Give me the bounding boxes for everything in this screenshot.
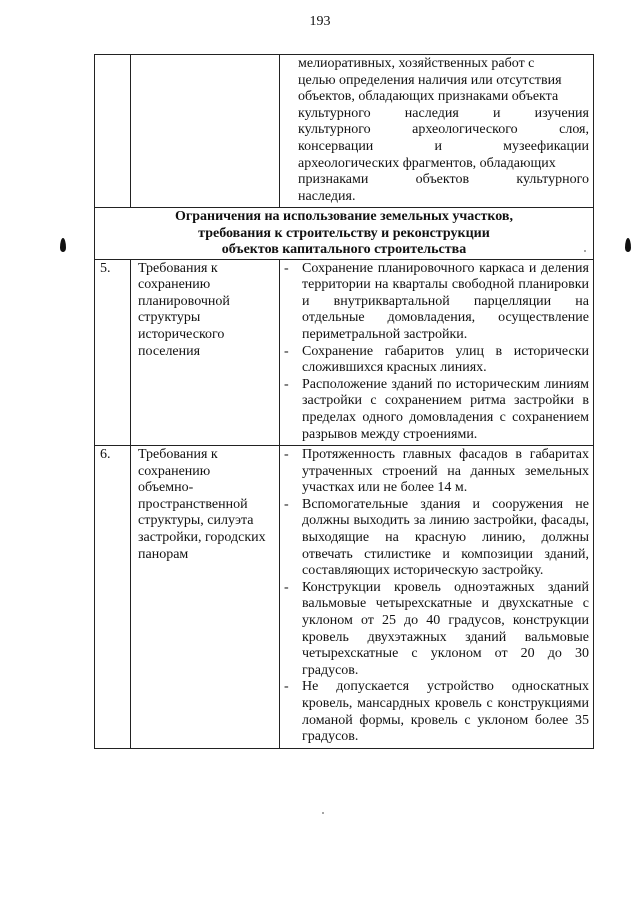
requirement-list: [284, 447, 589, 746]
table-row: [95, 446, 594, 749]
regulations-table: [94, 54, 594, 749]
table-row: [95, 259, 594, 446]
requirement-list: [284, 261, 589, 444]
text-line: панорам: [138, 546, 189, 562]
list-item-text: Вспомогательные здания и сооружения не должны выходить за линию застройки, фасады, выходящие на красную линию, должны отвечать стилистике и композиции зданий, составляющих историческую застройку.: [302, 496, 589, 579]
text-line: Требования к: [138, 447, 218, 463]
heading-line: объектов капитального строительства: [221, 242, 467, 258]
text-line: наследия.: [298, 188, 356, 204]
text-line: поселения: [138, 343, 201, 359]
number-cell-empty: [95, 55, 131, 208]
requirement-cell-empty: [131, 55, 280, 208]
text-line: объемно-: [138, 480, 194, 496]
text-line: культурного наследия и изучения: [298, 105, 589, 121]
row-number: 5.: [95, 259, 131, 446]
text-line: структуры: [138, 310, 201, 326]
text-line: застройки, городских: [138, 530, 266, 546]
list-item: [284, 377, 589, 443]
text-line: пространственной: [138, 496, 248, 512]
section-heading-row: [95, 208, 594, 259]
list-item: [284, 679, 589, 745]
text-line: консервации и музеефикации: [298, 138, 589, 154]
list-item: [284, 447, 589, 497]
continuation-row: [95, 55, 594, 208]
text-line: мелиоративных, хозяйственных работ с: [298, 56, 535, 71]
requirement-details: [280, 446, 594, 749]
text-line: структуры, силуэта: [138, 513, 254, 529]
dash-bullet: -: [284, 260, 289, 276]
text-line: признаками объектов культурного: [298, 172, 589, 188]
dash-bullet: -: [284, 343, 289, 359]
page-number: 193: [309, 14, 331, 29]
text-line: археологических фрагментов, обладающих: [298, 155, 556, 171]
heading-line: требования к строительству и реконструкции: [198, 225, 490, 241]
heading-line: Ограничения на использование земельных участков,: [175, 209, 513, 225]
dash-bullet: -: [284, 376, 289, 392]
dash-bullet: -: [284, 496, 289, 512]
list-item-text: Не допускается устройство односкатных кровель, мансардных кровель с конструкциями ломаной формы, кровель с уклоном более 35 градусов.: [302, 679, 589, 745]
list-item-text: Сохранение планировочного каркаса и деления территории на кварталы свободной планировки и внутриквартальной парцелляции на отдельные домовладения, осуществление периметральной застройки.: [302, 260, 589, 342]
list-item-text: Протяженность главных фасадов в габаритах утраченных строений на данных земельных участках или не более 14 м.: [302, 447, 589, 496]
text-line: сохранению: [138, 277, 211, 293]
list-item: [284, 497, 589, 580]
text-line: культурного археологического слоя,: [298, 122, 589, 138]
list-item-text: Расположение зданий по историческим линиям застройки с сохранением ритма застройки в пределах одного домовладения с сохранением разрывов между строениями.: [302, 376, 589, 442]
list-item: [284, 344, 589, 377]
dash-bullet: -: [284, 679, 289, 695]
text-line: объектов, обладающих признаками объекта: [298, 89, 559, 105]
section-heading: [95, 208, 594, 259]
dash-bullet: -: [284, 579, 289, 595]
text-line: целью определения наличия или отсутствия: [298, 72, 562, 88]
text-line: Требования к: [138, 260, 218, 276]
text-line: планировочной: [138, 293, 230, 309]
row-number: 6.: [95, 446, 131, 749]
text-line: сохранению: [138, 463, 211, 479]
requirement-details: [280, 259, 594, 446]
requirement-title: [131, 259, 280, 446]
hole-punch-mark-right: [625, 238, 631, 252]
hole-punch-mark-left: [60, 238, 66, 252]
scan-speck: [322, 812, 324, 814]
list-item-text: Сохранение габаритов улиц в исторически сложившихся красных линиях.: [302, 343, 589, 376]
list-item: [284, 580, 589, 680]
continuation-text: [280, 55, 594, 208]
list-item-text: Конструкции кровель одноэтажных зданий вальмовые четырехскатные и двухскатные с уклоном от 25 до 40 градусов, конструкции кровель двухэтажных зданий вальмовые четырехскатные с уклоном от 20 до 30 градусов.: [302, 579, 589, 678]
list-item: [284, 261, 589, 344]
requirement-title: [131, 446, 280, 749]
text-line: исторического: [138, 326, 225, 342]
dash-bullet: -: [284, 447, 289, 463]
